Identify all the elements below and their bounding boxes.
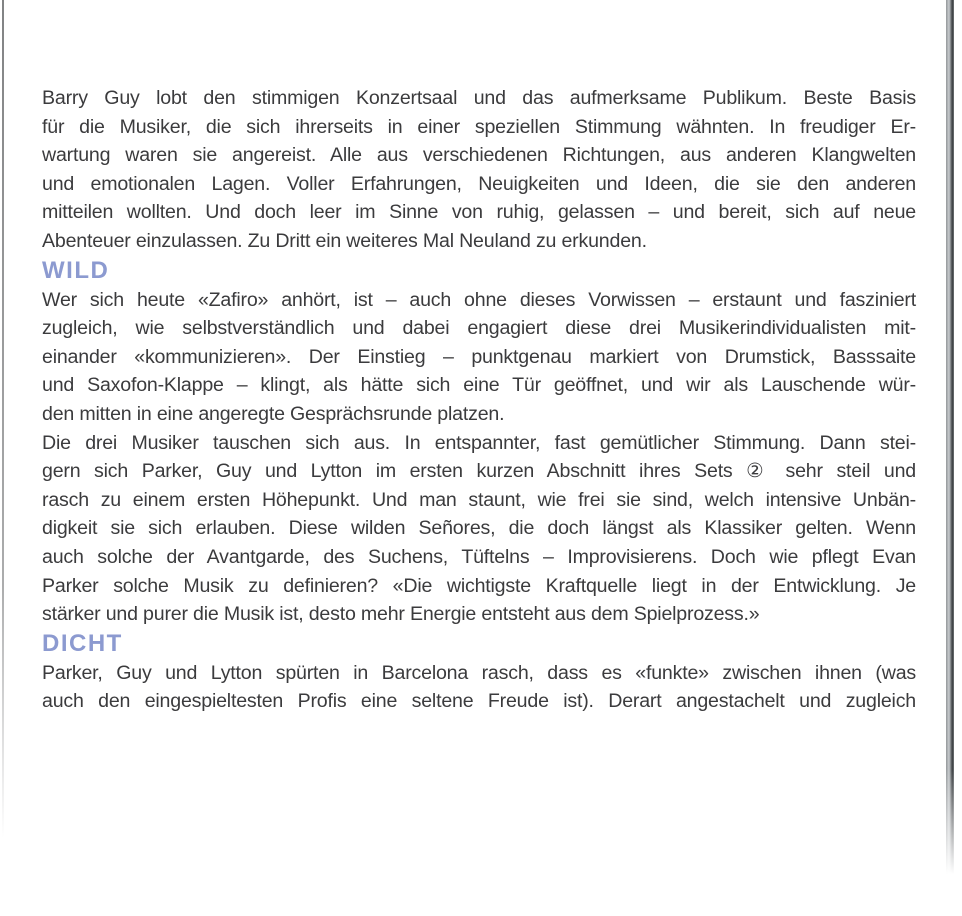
text-line: Abenteuer einzulassen. Zu Dritt ein weiteres Mal Neuland zu erkunden. <box>42 229 647 252</box>
text-line: digkeit sie sich erlauben. Diese wilden Señores, die doch längst als Klassiker gelten. Wenn <box>42 517 916 540</box>
paragraph <box>42 659 916 716</box>
text-line: einander «kommunizieren». Der Einstieg – punktgenau markiert von Drumstick, Basssaite <box>42 345 916 368</box>
article-text <box>42 84 916 716</box>
text-line: rasch zu einem ersten Höhepunkt. Und man staunt, wie frei sie sind, welch intensive Unbän- <box>42 488 916 511</box>
text-line: Wer sich heute «Zafiro» anhört, ist – auch ohne dieses Vorwissen – erstaunt und fasziniert <box>42 288 916 311</box>
text-line: Parker solche Musik zu definieren? «Die wichtigste Kraftquelle liegt in der Entwicklung. Je <box>42 574 916 597</box>
text-line: stärker und purer die Musik ist, desto mehr Energie entsteht aus dem Spielprozess.» <box>42 603 760 626</box>
text-line: auch solche der Avantgarde, des Suchens, Tüftelns – Improvisierens. Doch wie pflegt Evan <box>42 545 916 568</box>
paragraph <box>42 84 916 256</box>
text-line: mitteilen wollten. Und doch leer im Sinne von ruhig, gelassen – und bereit, sich auf neue <box>42 201 916 224</box>
text-line: wartung waren sie angereist. Alle aus verschiedenen Richtungen, aus anderen Klangwelten <box>42 144 916 167</box>
text-line: für die Musiker, die sich ihrerseits in einer speziellen Stimmung wähnten. In freudiger Er- <box>42 115 916 138</box>
text-line: gern sich Parker, Guy und Lytton im ersten kurzen Abschnitt ihres Sets ② sehr steil und <box>42 460 916 483</box>
section-heading-wild: WILD <box>42 256 110 284</box>
text-line: Barry Guy lobt den stimmigen Konzertsaal und das aufmerksame Publikum. Beste Basis <box>42 87 916 109</box>
text-line: den mitten in eine angeregte Gesprächsrunde platzen. <box>42 402 505 425</box>
text-line: und emotionalen Lagen. Voller Erfahrungen, Neuigkeiten und Ideen, die sie den anderen <box>42 172 916 195</box>
text-line: und Saxofon-Klappe – klingt, als hätte sich eine Tür geöffnet, und wir als Lauschende wür- <box>42 374 916 397</box>
paragraph <box>42 429 916 629</box>
text-line: Parker, Guy und Lytton spürten in Barcelona rasch, dass es «funkte» zwischen ihnen (was <box>42 661 916 684</box>
paragraph <box>42 286 916 429</box>
text-line: zugleich, wie selbstverständlich und dabei engagiert diese drei Musikerindividualisten mit- <box>42 317 916 340</box>
text-line: Die drei Musiker tauschen sich aus. In entspannter, fast gemütlicher Stimmung. Dann stei- <box>42 431 916 454</box>
page-edge-shadow <box>946 0 954 874</box>
section-heading-dicht: DICHT <box>42 629 123 657</box>
scan-left-edge-line <box>2 0 4 838</box>
text-line: auch den eingespieltesten Profis eine seltene Freude ist). Derart angestachelt und zugleich <box>42 690 916 713</box>
